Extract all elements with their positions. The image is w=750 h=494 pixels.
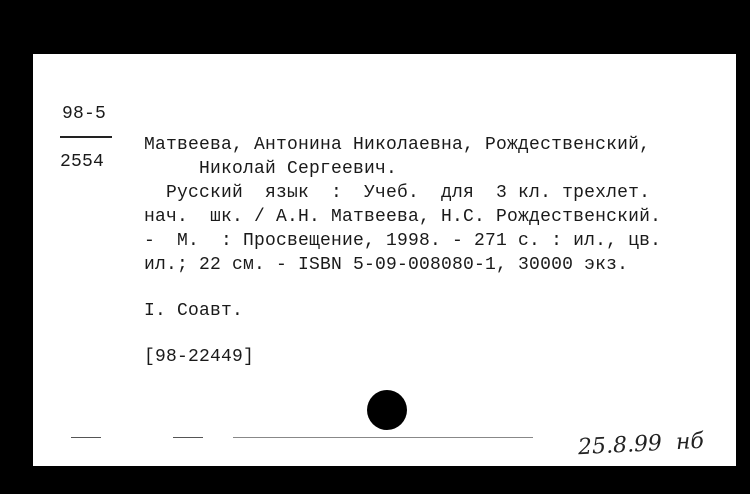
entry-line: Матвеева, Антонина Николаевна, Рождественский, [144,135,651,155]
punch-hole [367,390,407,430]
entry-line: Николай Сергеевич. [144,159,398,179]
scan-line [173,437,203,438]
call-number-bottom: 2554 [60,152,105,172]
call-number-top: 98-5 [62,104,107,124]
handwritten-note: 25.8.99 нб [577,428,705,461]
scan-line [233,437,533,438]
entry-line: - М. : Просвещение, 1998. - 271 с. : ил., цв. [144,231,662,251]
entry-line: нач. шк. / А.Н. Матвеева, Н.С. Рождественский. [144,207,662,227]
record-number: [98-22449] [144,347,255,367]
entry-line: Русский язык : Учеб. для 3 кл. трехлет. [144,183,651,203]
catalog-card [33,54,736,466]
scan-line [71,437,101,438]
call-number-divider [60,136,112,138]
subject-heading: I. Соавт. [144,301,244,321]
entry-line: ил.; 22 см. - ISBN 5-09-008080-1, 30000 экз. [144,255,629,275]
